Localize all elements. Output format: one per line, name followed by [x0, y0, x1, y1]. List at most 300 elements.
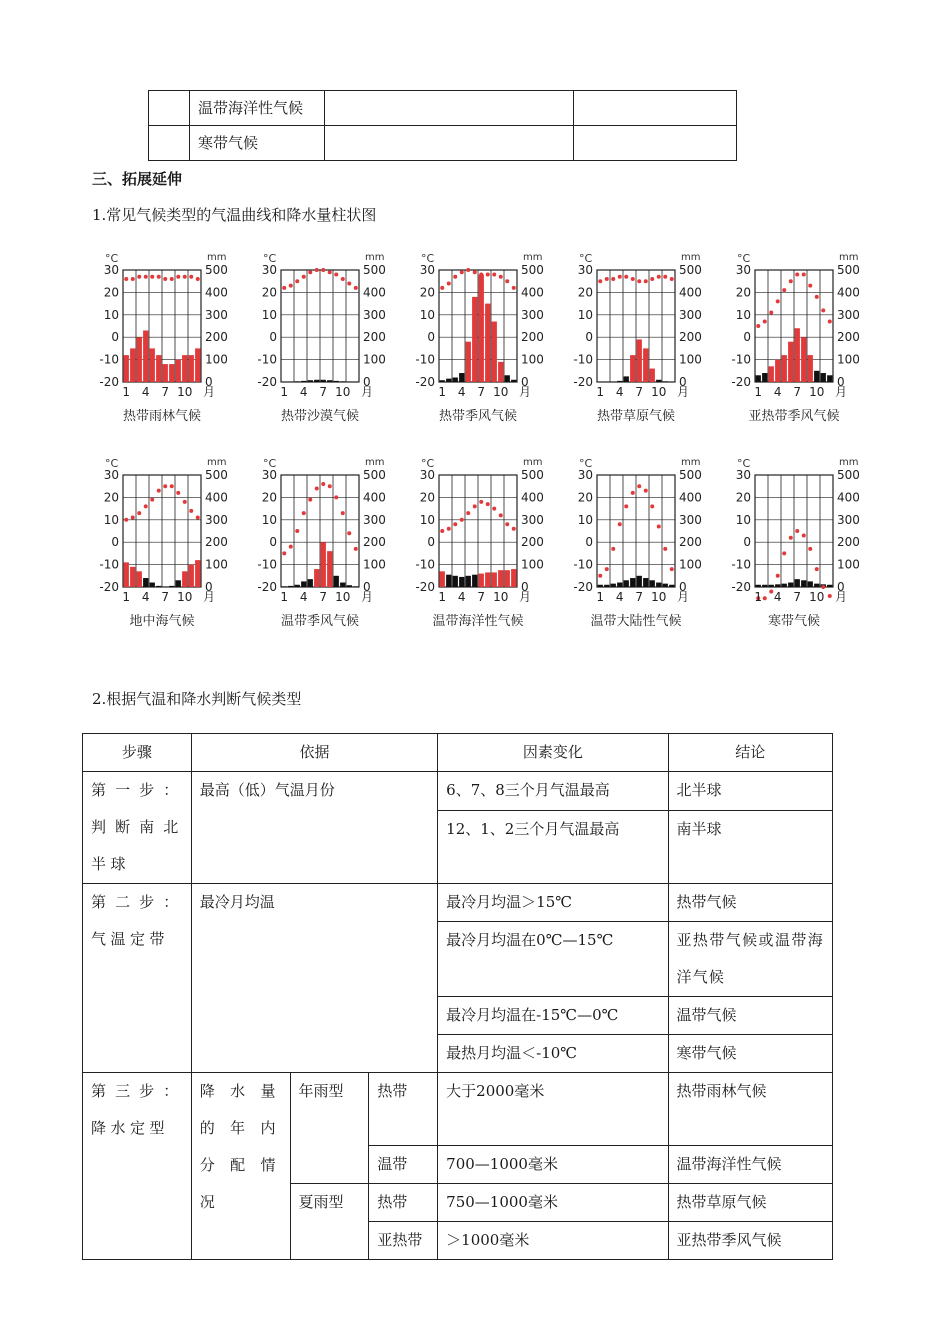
- precip-bar: [801, 580, 806, 587]
- temp-point: [756, 324, 760, 328]
- temp-tick-label: 30: [103, 468, 119, 482]
- temp-point: [321, 482, 325, 486]
- basis-cell: 最高（低）气温月份: [191, 772, 437, 884]
- precip-bar: [176, 580, 181, 587]
- temp-point: [492, 507, 496, 511]
- precip-tick-label: 200: [837, 535, 860, 550]
- temp-point: [354, 286, 358, 290]
- result-cell: 寒带气候: [668, 1035, 833, 1073]
- precip-tick-label: 100: [363, 557, 386, 572]
- precip-bar: [756, 375, 761, 382]
- precip-bar: [598, 585, 603, 587]
- temp-tick-label: 30: [735, 263, 751, 277]
- temp-point: [341, 277, 345, 281]
- temp-point: [795, 272, 799, 276]
- table-cell: 温带海洋性气候: [190, 91, 325, 126]
- month-tick-label: 10: [177, 590, 193, 604]
- temp-point: [618, 522, 622, 526]
- table-cell: [149, 126, 190, 161]
- month-tick-label: 1: [280, 385, 289, 399]
- temp-point: [163, 484, 167, 488]
- precip-bar: [617, 381, 622, 382]
- precip-tick-label: 500: [837, 468, 860, 482]
- basis-cell: 最冷月均温: [191, 884, 437, 1073]
- month-unit-label: 月: [361, 590, 374, 604]
- precip-tick-label: 300: [679, 307, 702, 322]
- precip-tick-label: 200: [363, 535, 386, 550]
- precip-bar: [485, 572, 490, 587]
- header-cell: 因素变化: [438, 734, 668, 772]
- temp-tick-label: 30: [103, 263, 119, 277]
- precip-tick-label: 0: [363, 375, 371, 389]
- table-row: [83, 772, 833, 811]
- temp-tick-label: -10: [99, 557, 119, 572]
- precip-bar: [446, 379, 451, 382]
- temp-point: [644, 279, 648, 283]
- temp-point: [176, 275, 180, 279]
- precip-tick-label: 100: [679, 557, 702, 572]
- temp-point: [663, 275, 667, 279]
- precip-bar: [775, 360, 780, 382]
- temp-point: [624, 504, 628, 508]
- temp-point: [144, 275, 148, 279]
- temp-point: [308, 270, 312, 274]
- precip-bar: [511, 380, 516, 382]
- temp-tick-label: -20: [99, 580, 119, 594]
- month-tick-label: 10: [493, 590, 509, 604]
- temp-point: [611, 277, 615, 281]
- precip-bar: [321, 542, 326, 587]
- precip-bar: [195, 348, 200, 382]
- temp-point: [176, 491, 180, 495]
- precip-bar: [182, 355, 187, 382]
- precip-bar: [189, 355, 194, 382]
- precip-bar: [466, 342, 471, 382]
- temp-point: [789, 279, 793, 283]
- temp-point: [347, 281, 351, 285]
- precip-bar: [150, 583, 155, 587]
- month-unit-label: 月: [835, 385, 848, 399]
- precip-bar: [124, 355, 129, 382]
- precip-unit-label: mm: [839, 252, 859, 263]
- precip-tick-label: 200: [521, 535, 544, 550]
- precip-tick-label: 500: [521, 263, 544, 277]
- temp-tick-label: 30: [419, 468, 435, 482]
- temp-unit-label: °C: [421, 252, 435, 265]
- precip-tick-label: 0: [679, 580, 687, 594]
- precip-tick-label: 300: [363, 512, 386, 527]
- step-label: 第二步：气温定带: [83, 884, 192, 1073]
- header-cell: 步骤: [83, 734, 192, 772]
- precip-tick-label: 300: [205, 307, 228, 322]
- temp-point: [512, 527, 516, 531]
- precip-bar: [340, 381, 345, 382]
- precip-bar: [801, 337, 806, 382]
- precip-bar: [498, 570, 503, 587]
- precip-bar: [340, 583, 345, 587]
- precip-bar: [182, 571, 187, 587]
- temp-tick-label: -20: [573, 580, 593, 594]
- change-cell: ＞1000毫米: [438, 1222, 668, 1260]
- change-cell: 700—1000毫米: [438, 1146, 668, 1184]
- temp-unit-label: °C: [105, 252, 119, 265]
- precip-tick-label: 400: [521, 490, 544, 505]
- temp-point: [828, 320, 832, 324]
- temp-point: [499, 275, 503, 279]
- temp-point: [321, 268, 325, 272]
- precip-tick-label: 400: [837, 490, 860, 505]
- temp-point: [150, 498, 154, 502]
- climate-chart: [415, 252, 544, 424]
- climate-summary-table: [148, 90, 737, 161]
- temp-point: [637, 279, 641, 283]
- month-tick-label: 1: [122, 590, 131, 604]
- temp-tick-label: -10: [731, 557, 751, 572]
- temp-tick-label: 30: [261, 468, 277, 482]
- month-tick-label: 7: [161, 590, 170, 604]
- month-tick-label: 10: [493, 385, 509, 399]
- temp-tick-label: -20: [99, 375, 119, 389]
- temp-point: [795, 529, 799, 533]
- temp-tick-label: 10: [103, 512, 119, 527]
- chart-title: 亚热带季风气候: [748, 409, 840, 424]
- temp-unit-label: °C: [105, 457, 119, 470]
- precip-bar: [492, 322, 497, 382]
- temp-tick-label: 0: [269, 330, 277, 345]
- temp-point: [479, 500, 483, 504]
- month-tick-label: 1: [596, 385, 605, 399]
- precip-tick-label: 300: [205, 512, 228, 527]
- temp-point: [808, 547, 812, 551]
- temp-point: [157, 489, 161, 493]
- temp-tick-label: 20: [735, 285, 751, 300]
- temp-tick-label: 10: [577, 307, 593, 322]
- chart-title: 热带沙漠气候: [280, 409, 360, 424]
- temp-point: [137, 511, 141, 515]
- temp-point: [453, 275, 457, 279]
- temp-point: [657, 275, 661, 279]
- precip-bar: [762, 373, 767, 382]
- temp-point: [183, 275, 187, 279]
- climate-chart: [99, 457, 228, 629]
- temp-tick-label: 10: [103, 307, 119, 322]
- month-tick-label: 7: [161, 385, 170, 399]
- month-tick-label: 10: [809, 590, 825, 604]
- precip-bar: [479, 574, 484, 587]
- change-cell: 最冷月均温在0℃—15℃: [438, 922, 668, 997]
- temp-point: [308, 498, 312, 502]
- precip-bar: [169, 364, 174, 382]
- month-tick-label: 1: [596, 590, 605, 604]
- precip-tick-label: 500: [679, 468, 702, 482]
- climate-chart: [573, 252, 702, 424]
- month-tick-label: 1: [280, 590, 289, 604]
- temp-point: [611, 547, 615, 551]
- temp-point: [657, 525, 661, 529]
- precip-tick-label: 400: [679, 285, 702, 300]
- temp-point: [486, 272, 490, 276]
- temp-tick-label: 10: [419, 307, 435, 322]
- precip-bar: [643, 578, 648, 587]
- month-unit-label: 月: [203, 590, 216, 604]
- temp-tick-label: 20: [261, 285, 277, 300]
- precip-bar: [459, 577, 464, 587]
- precip-bar: [637, 339, 642, 382]
- temp-tick-label: 20: [735, 490, 751, 505]
- step-label: 第三步：降水定型: [83, 1073, 192, 1260]
- change-cell: 6、7、8三个月气温最高: [438, 772, 668, 811]
- result-cell: 亚热带气候或温带海洋气候: [668, 922, 833, 997]
- month-tick-label: 1: [438, 590, 447, 604]
- month-tick-label: 4: [773, 385, 782, 399]
- precip-bar: [630, 355, 635, 382]
- change-cell: 最冷月均温在-15℃—0℃: [438, 997, 668, 1035]
- temp-point: [821, 585, 825, 589]
- temp-point: [650, 277, 654, 281]
- subheading-judge: 2.根据气温和降水判断气候类型: [92, 690, 302, 708]
- precip-tick-label: 0: [205, 375, 213, 389]
- precip-tick-label: 300: [521, 512, 544, 527]
- precip-bar: [617, 583, 622, 587]
- temp-tick-label: 20: [577, 490, 593, 505]
- temp-tick-label: 10: [577, 512, 593, 527]
- climate-chart: [573, 457, 702, 629]
- section-heading: 三、拓展延伸: [92, 170, 183, 188]
- chart-title: 热带雨林气候: [122, 409, 202, 424]
- temp-point: [282, 551, 286, 555]
- chart-title: 热带季风气候: [438, 409, 518, 424]
- precip-tick-label: 200: [837, 330, 860, 345]
- precip-tick-label: 100: [837, 352, 860, 367]
- precip-tick-label: 400: [205, 285, 228, 300]
- precip-bar: [795, 579, 800, 587]
- precip-bar: [624, 580, 629, 587]
- precip-bar: [301, 581, 306, 587]
- month-tick-label: 1: [754, 590, 763, 604]
- result-cell: 南半球: [668, 811, 833, 884]
- precip-tick-label: 100: [205, 352, 228, 367]
- result-cell: 温带气候: [668, 997, 833, 1035]
- temp-point: [763, 596, 767, 600]
- precip-tick-label: 0: [679, 375, 687, 389]
- temp-point: [334, 495, 338, 499]
- temp-point: [170, 484, 174, 488]
- temp-tick-label: 20: [577, 285, 593, 300]
- precip-tick-label: 200: [679, 330, 702, 345]
- temp-tick-label: 30: [577, 468, 593, 482]
- precip-tick-label: 0: [837, 580, 845, 594]
- temp-point: [440, 529, 444, 533]
- precip-bar: [498, 362, 503, 382]
- temp-point: [157, 275, 161, 279]
- temp-point: [505, 279, 509, 283]
- temp-tick-label: -20: [415, 375, 435, 389]
- temp-point: [499, 513, 503, 517]
- precip-bar: [472, 575, 477, 587]
- temp-point: [189, 275, 193, 279]
- temp-tick-label: 0: [111, 535, 119, 550]
- precip-bar: [505, 375, 510, 382]
- precip-bar: [604, 585, 609, 587]
- zone-cell: 亚热带: [369, 1222, 438, 1260]
- precip-bar: [156, 355, 161, 382]
- month-unit-label: 月: [519, 590, 532, 604]
- precip-tick-label: 300: [679, 512, 702, 527]
- climate-charts: [85, 236, 875, 646]
- month-tick-label: 7: [477, 385, 486, 399]
- temp-point: [328, 484, 332, 488]
- precip-bar: [295, 585, 300, 587]
- temp-point: [505, 522, 509, 526]
- month-tick-label: 10: [177, 385, 193, 399]
- header-cell: 结论: [668, 734, 833, 772]
- month-tick-label: 4: [299, 385, 308, 399]
- temp-point: [447, 281, 451, 285]
- precip-tick-label: 500: [205, 263, 228, 277]
- temp-tick-label: -10: [99, 352, 119, 367]
- month-tick-label: 4: [457, 590, 466, 604]
- temp-point: [282, 286, 286, 290]
- precip-tick-label: 0: [363, 580, 371, 594]
- precip-bar: [505, 570, 510, 587]
- month-tick-label: 4: [457, 385, 466, 399]
- precip-bar: [472, 297, 477, 382]
- month-tick-label: 7: [477, 590, 486, 604]
- result-cell: 热带气候: [668, 884, 833, 922]
- precip-unit-label: mm: [681, 252, 701, 263]
- temp-point: [315, 486, 319, 490]
- temp-unit-label: °C: [263, 457, 277, 470]
- temp-point: [144, 504, 148, 508]
- month-tick-label: 1: [438, 385, 447, 399]
- temp-tick-label: -20: [573, 375, 593, 389]
- temp-point: [124, 518, 128, 522]
- temp-point: [624, 275, 628, 279]
- precip-bar: [301, 381, 306, 382]
- temp-point: [605, 567, 609, 571]
- temp-tick-label: 20: [261, 490, 277, 505]
- chart-title: 地中海气候: [129, 614, 195, 629]
- temp-point: [802, 272, 806, 276]
- precip-tick-label: 300: [837, 307, 860, 322]
- precip-bar: [163, 364, 168, 382]
- temp-tick-label: -10: [731, 352, 751, 367]
- precip-tick-label: 400: [363, 285, 386, 300]
- zone-cell: 温带: [369, 1146, 438, 1184]
- precip-bar: [453, 378, 458, 382]
- precip-bar: [650, 369, 655, 382]
- precip-unit-label: mm: [681, 457, 701, 468]
- temp-point: [644, 489, 648, 493]
- temp-point: [150, 275, 154, 279]
- temp-tick-label: 30: [735, 468, 751, 482]
- precip-tick-label: 100: [521, 352, 544, 367]
- temp-tick-label: -20: [415, 580, 435, 594]
- climate-judgement-table: [82, 733, 833, 1260]
- temp-point: [815, 567, 819, 571]
- precip-bar: [453, 576, 458, 587]
- header-cell: 依据: [191, 734, 437, 772]
- climate-chart: [257, 252, 386, 424]
- precip-bar: [282, 586, 287, 587]
- temp-point: [315, 268, 319, 272]
- temp-point: [460, 270, 464, 274]
- temp-point: [631, 277, 635, 281]
- result-cell: 热带草原气候: [668, 1184, 833, 1222]
- temp-point: [670, 567, 674, 571]
- precip-tick-label: 500: [205, 468, 228, 482]
- precip-bar: [827, 375, 832, 382]
- chart-title: 热带草原气候: [596, 409, 676, 424]
- precip-tick-label: 0: [521, 375, 529, 389]
- climate-chart: [731, 457, 860, 629]
- table-row: [149, 126, 737, 161]
- temp-point: [486, 502, 490, 506]
- temp-tick-label: 30: [577, 263, 593, 277]
- month-tick-label: 4: [773, 590, 782, 604]
- precip-tick-label: 200: [205, 330, 228, 345]
- temp-point: [196, 277, 200, 281]
- precip-bar: [295, 381, 300, 382]
- precip-bar: [334, 381, 339, 382]
- month-tick-label: 7: [793, 385, 802, 399]
- temp-point: [460, 518, 464, 522]
- table-cell: [149, 91, 190, 126]
- precip-bar: [637, 576, 642, 587]
- temp-point: [347, 531, 351, 535]
- precip-bar: [656, 380, 661, 382]
- temp-tick-label: 20: [103, 490, 119, 505]
- precip-bar: [130, 567, 135, 587]
- precip-tick-label: 0: [837, 375, 845, 389]
- temp-point: [473, 504, 477, 508]
- precip-tick-label: 100: [679, 352, 702, 367]
- precip-bar: [466, 576, 471, 587]
- temp-point: [479, 272, 483, 276]
- month-tick-label: 1: [122, 385, 131, 399]
- temp-tick-label: -20: [731, 375, 751, 389]
- precip-bar: [308, 579, 313, 587]
- rain-type-cell: 夏雨型: [290, 1184, 369, 1260]
- precip-bar: [650, 580, 655, 587]
- table-row: [83, 1073, 833, 1146]
- temp-point: [512, 286, 516, 290]
- temp-point: [124, 277, 128, 281]
- precip-unit-label: mm: [523, 457, 543, 468]
- precip-tick-label: 400: [837, 285, 860, 300]
- temp-point: [782, 288, 786, 292]
- change-cell: 750—1000毫米: [438, 1184, 668, 1222]
- temp-point: [473, 270, 477, 274]
- temp-point: [334, 272, 338, 276]
- month-tick-label: 7: [793, 590, 802, 604]
- precip-tick-label: 0: [521, 580, 529, 594]
- change-cell: 12、1、2三个月气温最高: [438, 811, 668, 884]
- temp-tick-label: 10: [419, 512, 435, 527]
- precip-bar: [130, 348, 135, 382]
- temp-tick-label: 10: [735, 307, 751, 322]
- zone-cell: 热带: [369, 1184, 438, 1222]
- table-row: [83, 884, 833, 922]
- precip-bar: [485, 304, 490, 382]
- precip-bar: [775, 584, 780, 587]
- month-tick-label: 7: [319, 385, 328, 399]
- month-unit-label: 月: [677, 590, 690, 604]
- temp-point: [440, 286, 444, 290]
- precip-bar: [124, 562, 129, 587]
- precip-bar: [624, 376, 629, 382]
- temp-point: [776, 299, 780, 303]
